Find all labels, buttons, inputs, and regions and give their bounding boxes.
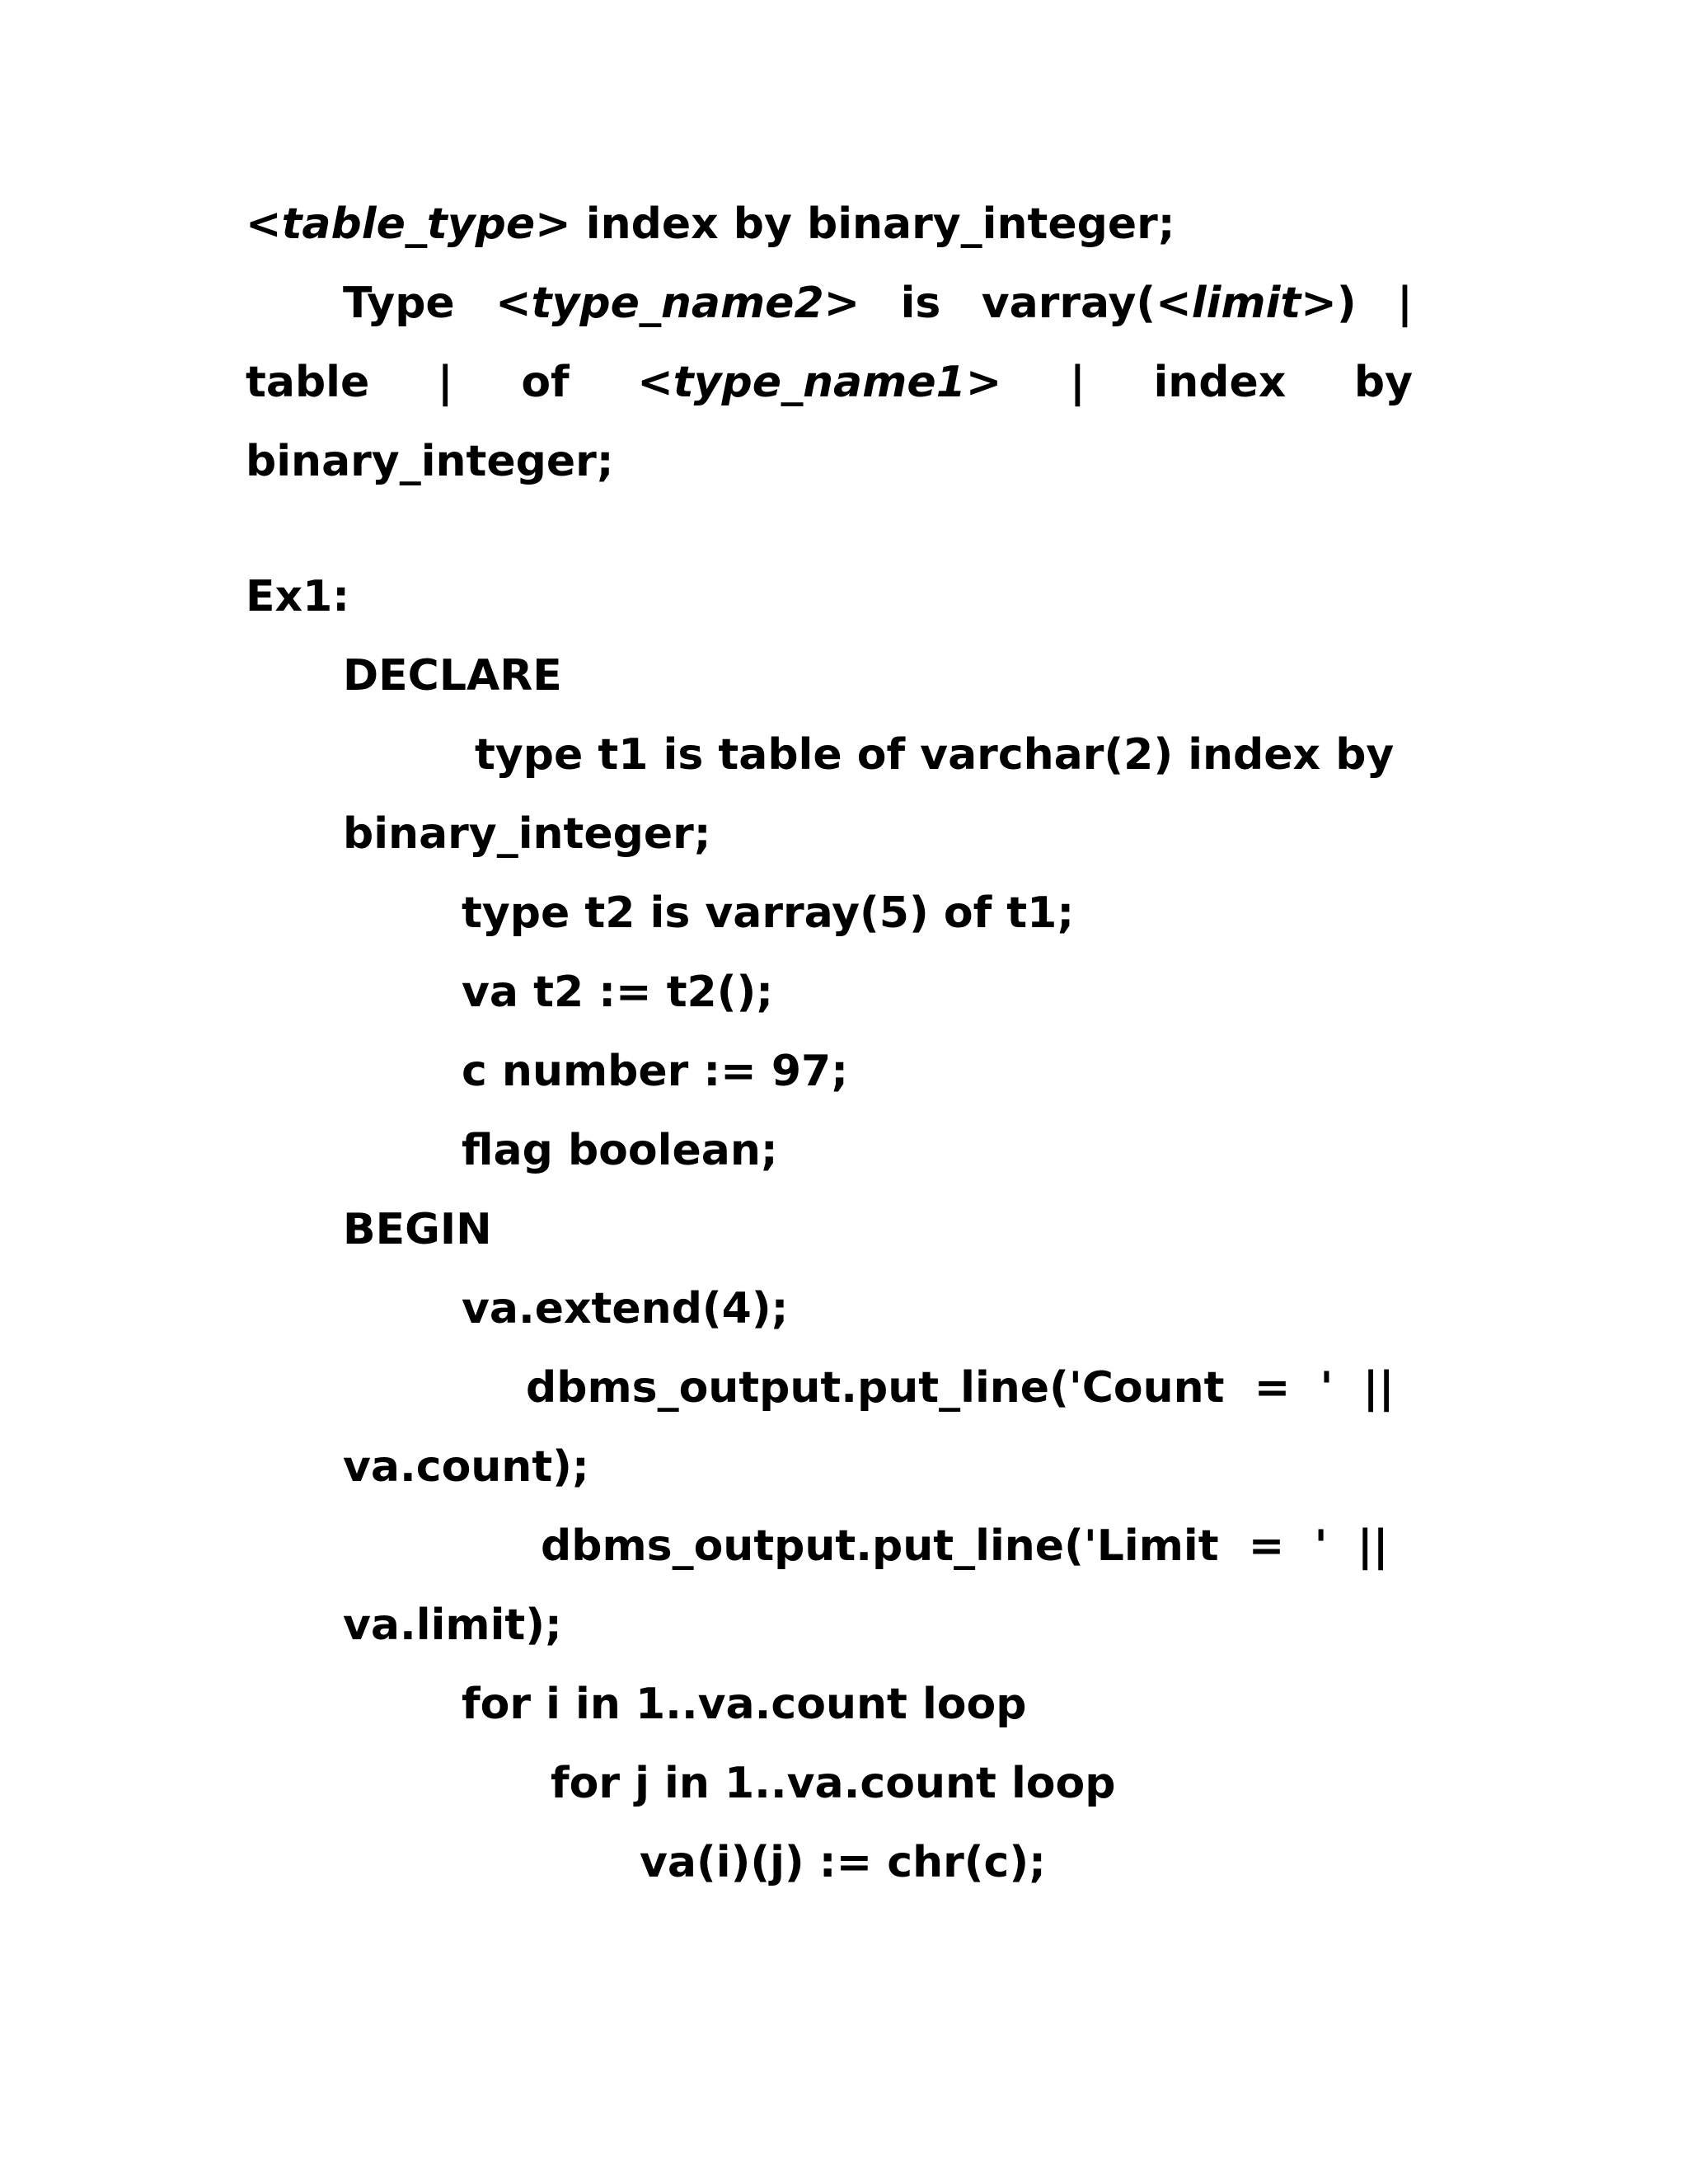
code-count-cont: va.count); — [343, 1442, 589, 1492]
syntax-line-3 — [246, 356, 1413, 409]
code-t1-decl: type t1 is table of varchar(2) index by — [475, 730, 1395, 780]
keyword-of: of — [521, 358, 570, 407]
code-limit-cont: va.limit); — [343, 1601, 562, 1650]
code-flag-decl: flag boolean; — [462, 1126, 778, 1175]
placeholder-table-type: table_type — [281, 199, 536, 249]
keyword-by: by — [1353, 358, 1413, 407]
varray-token: varray(<limit>) — [981, 279, 1357, 328]
keyword-table: table — [246, 358, 370, 407]
placeholder-type-name2: type_name2 — [531, 279, 824, 328]
code-assign: va(i)(j) := chr(c); — [640, 1838, 1046, 1887]
code-t2-decl: type t2 is varray(5) of t1; — [462, 888, 1075, 938]
syntax-line-2 — [343, 277, 1413, 330]
placeholder-type-name1: type_name1 — [673, 358, 966, 407]
code-loop-j: for j in 1..va.count loop — [551, 1759, 1116, 1808]
syntax-text: > index by binary_integer; — [535, 199, 1175, 249]
code-loop-i: for i in 1..va.count loop — [462, 1680, 1027, 1729]
type-name1-token: <type_name1> — [637, 358, 1002, 407]
pipe-symbol: | — [437, 358, 453, 407]
example-label: Ex1: — [246, 572, 350, 621]
keyword-type: Type — [343, 279, 455, 328]
code-va-decl: va t2 := t2(); — [462, 968, 774, 1017]
code-t1-cont: binary_integer; — [343, 809, 711, 859]
pipe-symbol: | — [1396, 279, 1413, 328]
syntax-line-4: binary_integer; — [246, 437, 614, 486]
code-declare: DECLARE — [343, 651, 562, 701]
code-c-decl: c number := 97; — [462, 1047, 849, 1096]
syntax-text: < — [246, 199, 282, 249]
syntax-line-1 — [246, 198, 1175, 251]
code-limit-line: dbms_output.put_line('Limit = ' || — [541, 1521, 1389, 1571]
pipe-symbol: | — [1069, 358, 1085, 407]
code-count-line: dbms_output.put_line('Count = ' || — [526, 1363, 1395, 1413]
code-extend: va.extend(4); — [462, 1284, 789, 1333]
type-name2-token: <type_name2> — [495, 279, 860, 328]
placeholder-limit: limit — [1191, 279, 1301, 328]
keyword-index: index — [1153, 358, 1287, 407]
code-begin: BEGIN — [343, 1205, 492, 1254]
keyword-is: is — [900, 279, 941, 328]
